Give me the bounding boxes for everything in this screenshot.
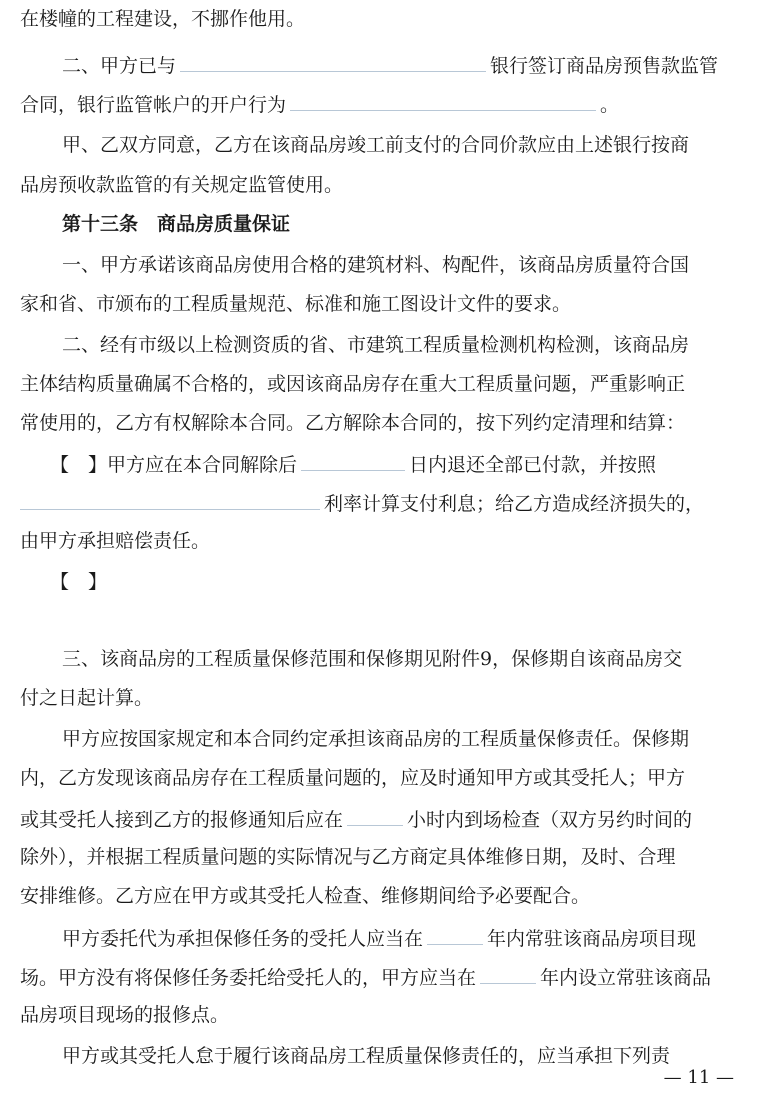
text-line: 三、该商品房的工程质量保修范围和保修期见附件9，保修期自该商品房交 — [62, 648, 683, 670]
fill-blank[interactable] — [427, 922, 483, 945]
checkbox-bracket[interactable]: 【 】甲方应在本合同解除后 — [50, 454, 298, 476]
text-line: 品房项目现场的报修点。 — [20, 1004, 230, 1026]
text-line: 甲方委托代为承担保修任务的受托人应当在 年内常驻该商品房项目现 — [62, 922, 760, 952]
text-line: 由甲方承担赔偿责任。 — [20, 530, 211, 552]
section-heading: 第十三条 商品房质量保证 — [62, 213, 291, 235]
text-line: 安排维修。乙方应在甲方或其受托人检查、维修期间给予必要配合。 — [20, 885, 591, 907]
text-line: 合同，银行监管帐户的开户行为 。 — [20, 88, 760, 118]
text-line: 甲、乙双方同意，乙方在该商品房竣工前支付的合同价款应由上述银行按商 — [62, 134, 690, 156]
text-line: 主体结构质量确属不合格的，或因该商品房存在重大工程质量问题，严重影响正 — [20, 373, 686, 395]
text-line: 内，乙方发现该商品房存在工程质量问题的，应及时通知甲方或其受托人；甲方 — [20, 767, 686, 789]
text-line: 【 】甲方应在本合同解除后 日内退还全部已付款，并按照 — [50, 448, 760, 478]
fill-blank[interactable] — [290, 88, 596, 111]
text-line: 付之日起计算。 — [20, 687, 154, 709]
text-line: 利率计算支付利息；给乙方造成经济损失的， — [20, 487, 760, 517]
fill-blank[interactable] — [180, 49, 486, 72]
fill-blank[interactable] — [20, 487, 320, 510]
text-line: 品房预收款监管的有关规定监管使用。 — [20, 174, 344, 196]
text-line: 或其受托人接到乙方的报修通知后应在 小时内到场检查（双方另约时间的 — [20, 803, 760, 833]
text-line: 除外），并根据工程质量问题的实际情况与乙方商定具体维修日期，及时、合理 — [20, 846, 676, 868]
text-line: 二、甲方已与 银行签订商品房预售款监管 — [62, 49, 760, 79]
text-line: 甲方或其受托人怠于履行该商品房工程质量保修责任的，应当承担下列责 — [62, 1045, 671, 1067]
fill-blank[interactable] — [301, 448, 405, 471]
text-line: 常使用的，乙方有权解除本合同。乙方解除本合同的，按下列约定清理和结算： — [20, 412, 686, 434]
text-line: 场。甲方没有将保修任务委托给受托人的，甲方应当在 年内设立常驻该商品 — [20, 961, 760, 991]
text-line: 一、甲方承诺该商品房使用合格的建筑材料、构配件，该商品房质量符合国 — [62, 254, 690, 276]
text-line: 甲方应按国家规定和本合同约定承担该商品房的工程质量保修责任。保修期 — [62, 728, 690, 750]
page-number: — 11 — — [663, 1067, 734, 1088]
text-line: 家和省、市颁布的工程质量规范、标准和施工图设计文件的要求。 — [20, 293, 572, 315]
text-line: 在楼幢的工程建设，不挪作他用。 — [20, 8, 306, 30]
checkbox-bracket[interactable]: 【 】 — [50, 571, 108, 593]
fill-blank[interactable] — [480, 961, 536, 984]
text-line: 二、经有市级以上检测资质的省、市建筑工程质量检测机构检测，该商品房 — [62, 334, 690, 356]
fill-blank[interactable] — [347, 803, 403, 826]
